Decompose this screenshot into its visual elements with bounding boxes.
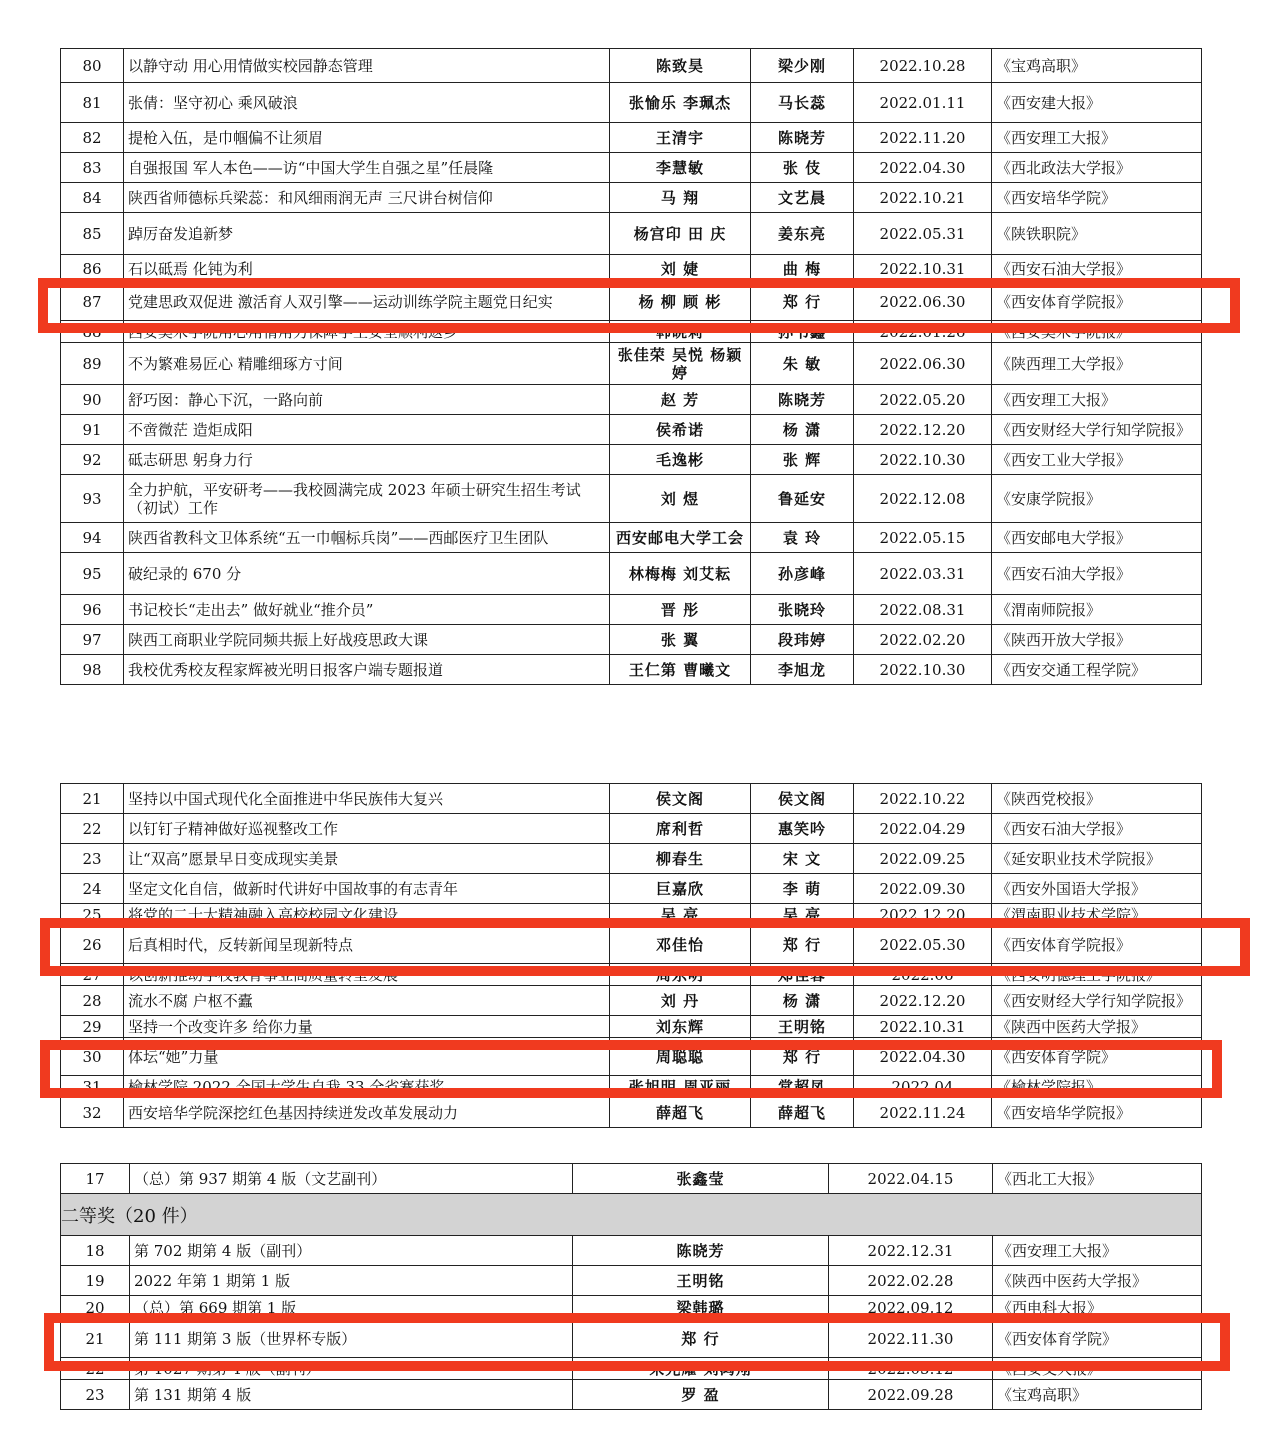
table-row	[61, 844, 1202, 874]
row-publication: 《西北政法大学报》	[992, 153, 1202, 183]
row-editor: 杨 潇	[751, 415, 854, 445]
row-date: 2022.03.31	[854, 553, 992, 595]
row-publication: 《西安交通工程学院》	[992, 655, 1202, 685]
row-authors: 毛逸彬	[610, 445, 751, 475]
row-authors: 马 翔	[610, 183, 751, 213]
row-number: 29	[61, 1016, 124, 1038]
table-row	[61, 321, 1202, 343]
table-row	[61, 553, 1202, 595]
row-title: 我校优秀校友程家辉被光明日报客户端专题报道	[124, 655, 610, 685]
row-authors: 西安邮电大学工会	[610, 523, 751, 553]
row-authors: 侯希诺	[610, 415, 751, 445]
row-title: 自强报国 军人本色——访“中国大学生自强之星”任晨隆	[124, 153, 610, 183]
table-row	[61, 1266, 1202, 1296]
row-date: 2022.11.24	[854, 1098, 992, 1128]
row-date: 2022.10.28	[854, 49, 992, 83]
row-publication: 《延安职业技术学院报》	[992, 844, 1202, 874]
row-number: 21	[61, 1320, 130, 1358]
row-number: 84	[61, 183, 124, 213]
row-author: 梁韩璐	[573, 1296, 829, 1320]
row-authors: 周东明	[610, 964, 751, 986]
row-number: 85	[61, 213, 124, 255]
row-date: 2022.05.15	[854, 523, 992, 553]
table-row	[61, 814, 1202, 844]
row-date: 2022.09.28	[829, 1380, 993, 1410]
row-publication: 《陕西中医药大学报》	[993, 1266, 1202, 1296]
row-authors: 韩晓莉	[610, 321, 751, 343]
row-publication: 《陕铁职院》	[992, 213, 1202, 255]
row-number: 91	[61, 415, 124, 445]
row-editor: 袁 玲	[751, 523, 854, 553]
row-date: 2022.11.30	[829, 1320, 993, 1358]
row-number: 89	[61, 343, 124, 385]
table-row	[61, 595, 1202, 625]
row-editor: 郑佳蓉	[751, 964, 854, 986]
table-row	[61, 874, 1202, 904]
row-editor: 朱 敏	[751, 343, 854, 385]
row-date: 2022.10.31	[854, 1016, 992, 1038]
table-row	[61, 986, 1202, 1016]
row-number: 18	[61, 1236, 130, 1266]
row-date: 2022.05.30	[854, 926, 992, 964]
row-publication: 《西电科大报》	[993, 1296, 1202, 1320]
row-date: 2022.02.28	[829, 1266, 993, 1296]
table-row	[61, 283, 1202, 321]
row-title: 砥志研思 躬身力行	[124, 445, 610, 475]
row-number: 87	[61, 283, 124, 321]
table-row	[61, 445, 1202, 475]
row-author: 张鑫莹	[573, 1164, 829, 1194]
award-table-3	[60, 1163, 1202, 1410]
row-date: 2022.08.31	[854, 595, 992, 625]
row-authors: 张 翼	[610, 625, 751, 655]
row-publication: 《西安建大报》	[992, 83, 1202, 123]
row-date: 2022.10.30	[854, 445, 992, 475]
row-authors: 张愉乐 李珮杰	[610, 83, 751, 123]
row-authors: 杨宫印 田 庆	[610, 213, 751, 255]
row-author: 罗 盈	[573, 1380, 829, 1410]
table-row	[61, 183, 1202, 213]
row-editor: 薛超飞	[751, 1098, 854, 1128]
row-number: 80	[61, 49, 124, 83]
row-date: 2022.06	[854, 964, 992, 986]
row-title: 以创新推动学校教育事业高质量转型发展	[124, 964, 610, 986]
row-date: 2022.05.20	[854, 385, 992, 415]
row-publication: 《安康学院报》	[992, 475, 1202, 523]
table-row	[61, 385, 1202, 415]
row-author: 宋先耀 刘鸿翔	[573, 1358, 829, 1380]
row-number: 81	[61, 83, 124, 123]
row-publication: 《陕西党校报》	[992, 784, 1202, 814]
row-publication: 《陕西开放大学报》	[992, 625, 1202, 655]
row-title: 第 702 期第 4 版（副刊）	[130, 1236, 573, 1266]
row-date: 2022.10.21	[854, 183, 992, 213]
row-editor: 惠笑吟	[751, 814, 854, 844]
row-editor: 王明铭	[751, 1016, 854, 1038]
row-author: 郑 行	[573, 1320, 829, 1358]
row-title: 不为繁难易匠心 精雕细琢方寸间	[124, 343, 610, 385]
row-editor: 郑 行	[751, 1038, 854, 1076]
row-editor: 郑 行	[751, 926, 854, 964]
row-editor: 鲁延安	[751, 475, 854, 523]
row-editor: 宋 文	[751, 844, 854, 874]
row-editor: 孙彦峰	[751, 553, 854, 595]
row-number: 23	[61, 1380, 130, 1410]
row-date: 2022.10.22	[854, 784, 992, 814]
row-editor: 张晓玲	[751, 595, 854, 625]
row-authors: 邓佳怡	[610, 926, 751, 964]
row-date: 2022.09.12	[829, 1296, 993, 1320]
row-number: 27	[61, 964, 124, 986]
row-title: 坚定文化自信，做新时代讲好中国故事的有志青年	[124, 874, 610, 904]
row-editor: 梁少刚	[751, 49, 854, 83]
row-number: 31	[61, 1076, 124, 1098]
row-publication: 《西安财经大学行知学院报》	[992, 986, 1202, 1016]
row-publication: 《西安美术学院报》	[992, 321, 1202, 343]
table-row	[61, 784, 1202, 814]
table-row	[61, 926, 1202, 964]
row-editor: 吴 亮	[751, 904, 854, 926]
row-date: 2022.02.20	[854, 625, 992, 655]
table-row	[61, 1236, 1202, 1266]
table-row	[61, 523, 1202, 553]
row-date: 2022.04.30	[854, 153, 992, 183]
row-number: 28	[61, 986, 124, 1016]
table-row	[61, 1358, 1202, 1380]
row-publication: 《陕西中医药大学报》	[992, 1016, 1202, 1038]
row-title: 以静守动 用心用情做实校园静态管理	[124, 49, 610, 83]
row-title: 后真相时代，反转新闻呈现新特点	[124, 926, 610, 964]
table-row	[61, 625, 1202, 655]
row-authors: 林梅梅 刘艾耘	[610, 553, 751, 595]
row-number: 90	[61, 385, 124, 415]
row-date: 2022.01.11	[854, 83, 992, 123]
row-title: 坚持一个改变许多 给你力量	[124, 1016, 610, 1038]
row-title: 2022 年第 1 期第 1 版	[130, 1266, 573, 1296]
row-authors: 杨 柳 顾 彬	[610, 283, 751, 321]
row-date: 2022.12.31	[829, 1236, 993, 1266]
row-date: 2022.10.30	[854, 655, 992, 685]
row-date: 2022.09.30	[854, 874, 992, 904]
row-publication: 《西安工业大学报》	[992, 445, 1202, 475]
row-date: 2022.12.20	[854, 904, 992, 926]
row-authors: 王清宇	[610, 123, 751, 153]
row-authors: 刘 丹	[610, 986, 751, 1016]
row-editor: 李旭龙	[751, 655, 854, 685]
table-row	[61, 153, 1202, 183]
row-title: 舒巧囡：静心下沉，一路向前	[124, 385, 610, 415]
row-authors: 刘东辉	[610, 1016, 751, 1038]
row-editor: 郑 行	[751, 283, 854, 321]
row-publication: 《西安体育学院报》	[992, 926, 1202, 964]
row-publication: 《西安培华学院》	[992, 183, 1202, 213]
row-title: 党建思政双促进 激活育人双引擎——运动训练学院主题党日纪实	[124, 283, 610, 321]
row-number: 97	[61, 625, 124, 655]
row-date: 2022.09.25	[854, 844, 992, 874]
row-title: 流水不腐 户枢不蠹	[124, 986, 610, 1016]
table-row	[61, 1098, 1202, 1128]
table-row	[61, 1296, 1202, 1320]
row-title: 陕西工商职业学院同频共振上好战疫思政大课	[124, 625, 610, 655]
row-editor: 李 萌	[751, 874, 854, 904]
table-row	[61, 655, 1202, 685]
row-editor: 孙书鑫	[751, 321, 854, 343]
row-number: 96	[61, 595, 124, 625]
table-row	[61, 475, 1202, 523]
table-row	[61, 1380, 1202, 1410]
row-date: 2022.11.20	[854, 123, 992, 153]
row-editor: 常超凤	[751, 1076, 854, 1098]
row-author: 陈晓芳	[573, 1236, 829, 1266]
row-authors: 周聪聪	[610, 1038, 751, 1076]
row-authors: 巨嘉欣	[610, 874, 751, 904]
row-title: 不啻微茫 造炬成阳	[124, 415, 610, 445]
row-number: 22	[61, 1358, 130, 1380]
row-publication: 《西安明德理工学院报》	[992, 964, 1202, 986]
row-publication: 《榆林学院报》	[992, 1076, 1202, 1098]
table-row	[61, 1164, 1202, 1194]
row-publication: 《西安邮电大学报》	[992, 523, 1202, 553]
row-authors: 席利哲	[610, 814, 751, 844]
row-authors: 王仁第 曹曦文	[610, 655, 751, 685]
table-row	[61, 83, 1202, 123]
table-row	[61, 123, 1202, 153]
row-editor: 段玮婷	[751, 625, 854, 655]
table-row	[61, 964, 1202, 986]
row-title: 坚持以中国式现代化全面推进中华民族伟大复兴	[124, 784, 610, 814]
row-authors: 陈致昊	[610, 49, 751, 83]
table-row	[61, 904, 1202, 926]
row-number: 98	[61, 655, 124, 685]
row-date: 2022.04	[854, 1076, 992, 1098]
row-publication: 《宝鸡高职》	[993, 1380, 1202, 1410]
table-row	[61, 255, 1202, 283]
row-number: 26	[61, 926, 124, 964]
row-publication: 《西安体育学院》	[992, 1038, 1202, 1076]
row-authors: 柳春生	[610, 844, 751, 874]
row-number: 24	[61, 874, 124, 904]
row-date: 2022.10.31	[854, 255, 992, 283]
row-title: 陕西省师德标兵梁蕊：和风细雨润无声 三尺讲台树信仰	[124, 183, 610, 213]
row-authors: 晋 彤	[610, 595, 751, 625]
row-title: 全力护航，平安研考——我校圆满完成 2023 年硕士研究生招生考试（初试）工作	[124, 475, 610, 523]
row-title: 让“双高”愿景早日变成现实美景	[124, 844, 610, 874]
row-publication: 《西安财经大学行知学院报》	[992, 415, 1202, 445]
row-title: 书记校长“走出去” 做好就业“推介员”	[124, 595, 610, 625]
row-publication: 《西安理工大报》	[992, 123, 1202, 153]
row-publication: 《西北工大报》	[993, 1164, 1202, 1194]
table-row	[61, 415, 1202, 445]
row-title: 第 111 期第 3 版（世界杯专版）	[130, 1320, 573, 1358]
row-editor: 侯文阁	[751, 784, 854, 814]
row-number: 86	[61, 255, 124, 283]
row-publication: 《宝鸡高职》	[992, 49, 1202, 83]
row-title: （总）第 937 期第 4 版（文艺副刊）	[130, 1164, 573, 1194]
row-publication: 《西安体育学院》	[993, 1320, 1202, 1358]
table-row	[61, 213, 1202, 255]
row-publication: 《西安石油大学报》	[992, 553, 1202, 595]
row-publication: 《陕西理工大学报》	[992, 343, 1202, 385]
row-title: 踔厉奋发追新梦	[124, 213, 610, 255]
row-publication: 《西安体育学院报》	[992, 283, 1202, 321]
row-title: 第 1027 期第 4 版（副刊）	[130, 1358, 573, 1380]
row-publication: 《渭南职业技术学院》	[992, 904, 1202, 926]
row-authors: 刘 婕	[610, 255, 751, 283]
table-row	[61, 343, 1202, 385]
award-table-2	[60, 783, 1202, 1128]
row-title: 破纪录的 670 分	[124, 553, 610, 595]
row-editor: 张 辉	[751, 445, 854, 475]
row-number: 93	[61, 475, 124, 523]
row-date: 2022.01.26	[854, 321, 992, 343]
row-date: 2022.12.20	[854, 986, 992, 1016]
row-date: 2022.04.30	[854, 1038, 992, 1076]
row-title: 将党的二十大精神融入高校校园文化建设	[124, 904, 610, 926]
row-editor: 文艺晨	[751, 183, 854, 213]
row-editor: 陈晓芳	[751, 385, 854, 415]
row-number: 83	[61, 153, 124, 183]
row-number: 82	[61, 123, 124, 153]
row-authors: 张佳荣 吴悦 杨颖婷	[610, 343, 751, 385]
row-authors: 薛超飞	[610, 1098, 751, 1128]
table-row	[61, 1320, 1202, 1358]
row-title: 西安美术学院用心用情用力保障学生安全顺利返乡	[124, 321, 610, 343]
row-number: 19	[61, 1266, 130, 1296]
row-publication: 《西安理工大报》	[993, 1236, 1202, 1266]
row-publication: 《西安理工大报》	[992, 385, 1202, 415]
row-title: 提枪入伍，是巾帼偏不让须眉	[124, 123, 610, 153]
row-number: 17	[61, 1164, 130, 1194]
table-row	[61, 49, 1202, 83]
row-date: 2022.04.15	[829, 1164, 993, 1194]
category-heading: 二等奖（20 件）	[61, 1194, 1202, 1236]
row-number: 32	[61, 1098, 124, 1128]
row-number: 22	[61, 814, 124, 844]
row-number: 21	[61, 784, 124, 814]
table-row	[61, 1076, 1202, 1098]
row-date: 2022.06.30	[854, 343, 992, 385]
row-publication: 《西安石油大学报》	[992, 814, 1202, 844]
row-number: 23	[61, 844, 124, 874]
row-date: 2022.12.20	[854, 415, 992, 445]
row-publication: 《西安外国语大学报》	[992, 874, 1202, 904]
row-publication: 《西安培华学院报》	[992, 1098, 1202, 1128]
row-authors: 侯文阁	[610, 784, 751, 814]
row-date: 2022.04.29	[854, 814, 992, 844]
row-editor: 马长蕊	[751, 83, 854, 123]
row-publication: 《西安石油大学报》	[992, 255, 1202, 283]
row-title: （总）第 669 期第 1 版	[130, 1296, 573, 1320]
row-number: 92	[61, 445, 124, 475]
row-title: 第 131 期第 4 版	[130, 1380, 573, 1410]
row-authors: 赵 芳	[610, 385, 751, 415]
category-row	[61, 1194, 1202, 1236]
row-number: 25	[61, 904, 124, 926]
row-date: 2022.06.30	[854, 283, 992, 321]
row-editor: 曲 梅	[751, 255, 854, 283]
row-title: 陕西省教科文卫体系统“五一巾帼标兵岗”——西邮医疗卫生团队	[124, 523, 610, 553]
row-date: 2022.12.08	[854, 475, 992, 523]
table-row	[61, 1016, 1202, 1038]
row-number: 88	[61, 321, 124, 343]
row-title: 石以砥焉 化钝为利	[124, 255, 610, 283]
row-editor: 姜东亮	[751, 213, 854, 255]
row-editor: 杨 潇	[751, 986, 854, 1016]
row-authors: 吴 亮	[610, 904, 751, 926]
row-authors: 李慧敏	[610, 153, 751, 183]
row-editor: 张 伎	[751, 153, 854, 183]
row-title: 西安培华学院深挖红色基因持续迸发改革发展动力	[124, 1098, 610, 1128]
row-author: 王明铭	[573, 1266, 829, 1296]
row-editor: 陈晓芳	[751, 123, 854, 153]
row-title: 张倩：坚守初心 乘风破浪	[124, 83, 610, 123]
row-title: 榆林学院 2022 全国大学生自我 33 全省赛获奖	[124, 1076, 610, 1098]
row-publication: 《西安交大报》	[993, 1358, 1202, 1380]
row-number: 95	[61, 553, 124, 595]
row-number: 30	[61, 1038, 124, 1076]
row-authors: 张旭明 周亚丽	[610, 1076, 751, 1098]
row-number: 20	[61, 1296, 130, 1320]
row-authors: 刘 煜	[610, 475, 751, 523]
award-table-1	[60, 48, 1202, 685]
row-date: 2022.05.12	[829, 1358, 993, 1380]
row-number: 94	[61, 523, 124, 553]
row-date: 2022.05.31	[854, 213, 992, 255]
row-title: 以钉钉子精神做好巡视整改工作	[124, 814, 610, 844]
row-title: 体坛“她”力量	[124, 1038, 610, 1076]
table-row	[61, 1038, 1202, 1076]
row-publication: 《渭南师院报》	[992, 595, 1202, 625]
